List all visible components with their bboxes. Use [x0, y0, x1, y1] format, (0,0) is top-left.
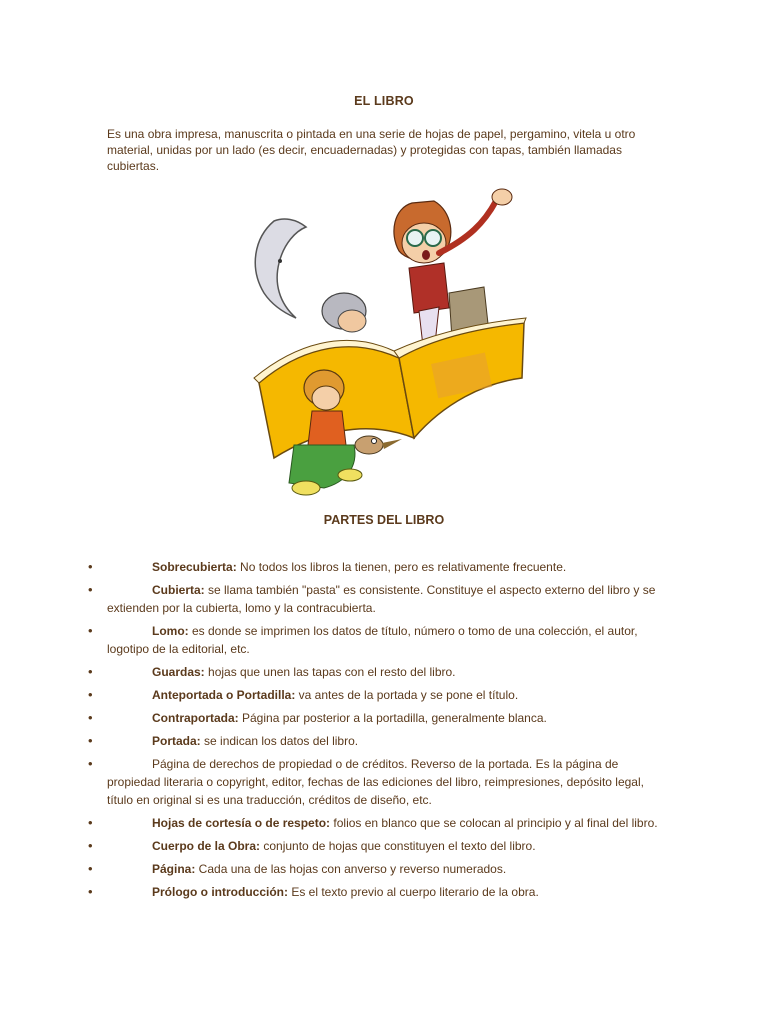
bullet-icon: • [88, 884, 93, 899]
part-term: Lomo: [152, 624, 189, 638]
page-title: EL LIBRO [354, 94, 414, 108]
bullet-icon: • [88, 623, 93, 638]
bullet-icon: • [88, 733, 93, 748]
part-term: Guardas: [152, 665, 205, 679]
part-description: se llama también "pasta" es consistente. Constituye el aspecto externo del libro y se extienden por la cubierta, lomo y la contracubierta. [107, 583, 656, 615]
list-item [0, 686, 768, 704]
part-term: Página: [152, 862, 196, 876]
part-term: Contraportada: [152, 711, 239, 725]
part-description: se indican los datos del libro. [200, 734, 359, 748]
intro-paragraph: Es una obra impresa, manuscrita o pintada en una serie de hojas de papel, pergamino, vitela u otro material, unidas por un lado (es decir, encuadernadas) y protegidas con tapas, también llamadas cubiertas. [107, 127, 636, 173]
list-item [0, 709, 768, 727]
part-description: folios en blanco que se colocan al principio y al final del libro. [330, 816, 658, 830]
list-item [0, 732, 768, 750]
part-term: Hojas de cortesía o de respeto: [152, 816, 331, 830]
list-item [0, 814, 768, 832]
flying-book-illustration [234, 183, 534, 503]
list-item [0, 622, 768, 658]
part-term: Cuerpo de la Obra: [152, 839, 261, 853]
part-term: Cubierta: [152, 583, 205, 597]
part-description: Cada una de las hojas con anverso y reverso numerados. [195, 862, 507, 876]
list-item [0, 837, 768, 855]
bullet-icon: • [88, 756, 93, 771]
part-description: Página de derechos de propiedad o de créditos. Reverso de la portada. Es la página de propiedad literaria o copyright, editor, fechas de las ediciones del libro, reimpresiones, depósito legal, título en original si es una traducción, créditos de diseño, etc. [107, 757, 644, 807]
bullet-icon: • [88, 664, 93, 679]
bullet-icon: • [88, 687, 93, 702]
part-description: es donde se imprimen los datos de título, número o tomo de una colección, el autor, logotipo de la editorial, etc. [107, 624, 638, 656]
list-item [0, 860, 768, 878]
parts-list [0, 558, 768, 906]
list-item [0, 755, 768, 809]
part-term: Sobrecubierta: [152, 560, 237, 574]
bullet-icon: • [88, 559, 93, 574]
list-item [0, 663, 768, 681]
section-title: PARTES DEL LIBRO [323, 513, 445, 527]
part-description: hojas que unen las tapas con el resto del libro. [204, 665, 456, 679]
bullet-icon: • [88, 815, 93, 830]
part-description: Página par posterior a la portadilla, generalmente blanca. [238, 711, 547, 725]
part-description: va antes de la portada y se pone el título. [295, 688, 519, 702]
part-term: Prólogo o introducción: [152, 885, 288, 899]
bullet-icon: • [88, 582, 93, 597]
part-term: Anteportada o Portadilla: [152, 688, 296, 702]
moon-icon [255, 219, 306, 318]
part-description: Es el texto previo al cuerpo literario de la obra. [287, 885, 539, 899]
part-term: Portada: [152, 734, 201, 748]
part-description: No todos los libros la tienen, pero es relativamente frecuente. [236, 560, 567, 574]
bullet-icon: • [88, 710, 93, 725]
part-description: conjunto de hojas que constituyen el texto del libro. [260, 839, 536, 853]
bullet-icon: • [88, 838, 93, 853]
list-item [0, 558, 768, 576]
list-item [0, 581, 768, 617]
list-item [0, 883, 768, 901]
bullet-icon: • [88, 861, 93, 876]
